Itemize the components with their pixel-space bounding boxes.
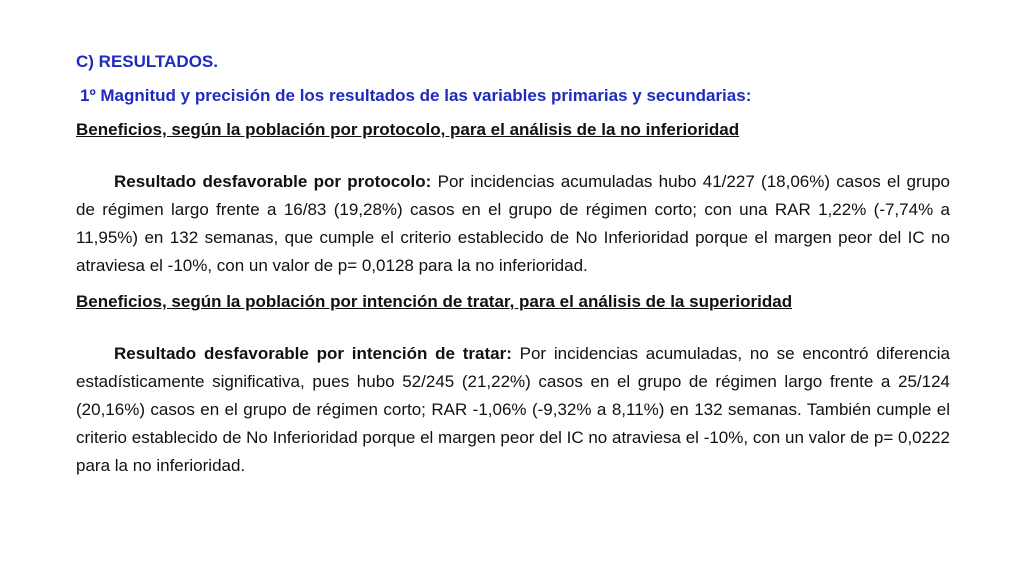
itt-lead: Resultado desfavorable por intención de tratar: <box>114 344 512 363</box>
spacer <box>76 314 950 340</box>
itt-body: Por incidencias acumuladas, no se encontró diferencia estadísticamente significativa, pues hubo 52/245 (21,22%) casos en el grupo de régimen largo frente a 25/124 (20,16%) casos en el grupo de régimen corto; RAR -1,06% (-9,32% a 8,11%) en 132 semanas. También cumple el criterio establecido de No Inferioridad porque el margen peor del IC no atraviesa el -10%, con un valor de p= 0,0222 para la no inferioridad. <box>76 344 950 475</box>
itt-paragraph <box>76 340 950 480</box>
protocol-body: Por incidencias acumuladas hubo 41/227 (18,06%) casos el grupo de régimen largo frente a 16/83 (19,28%) casos en el grupo de régimen corto; con una RAR 1,22% (-7,74% a 11,95%) en 132 semanas, que cumple el criterio establecido de No Inferioridad porque el margen peor del IC no atraviesa el -10%, con un valor de p= 0,0128 para la no inferioridad. <box>76 172 950 275</box>
protocol-heading: Beneficios, según la población por protocolo, para el análisis de la no inferioridad <box>76 120 740 139</box>
slide-content <box>76 50 950 490</box>
itt-heading: Beneficios, según la población por intención de tratar, para el análisis de la superioridad <box>76 292 793 311</box>
protocol-paragraph <box>76 168 950 280</box>
spacer <box>76 142 950 168</box>
protocol-lead: Resultado desfavorable por protocolo: <box>114 172 432 191</box>
section-subtitle: 1º Magnitud y precisión de los resultados de las variables primarias y secundarias: <box>80 86 752 105</box>
section-title: C) RESULTADOS. <box>76 52 218 71</box>
